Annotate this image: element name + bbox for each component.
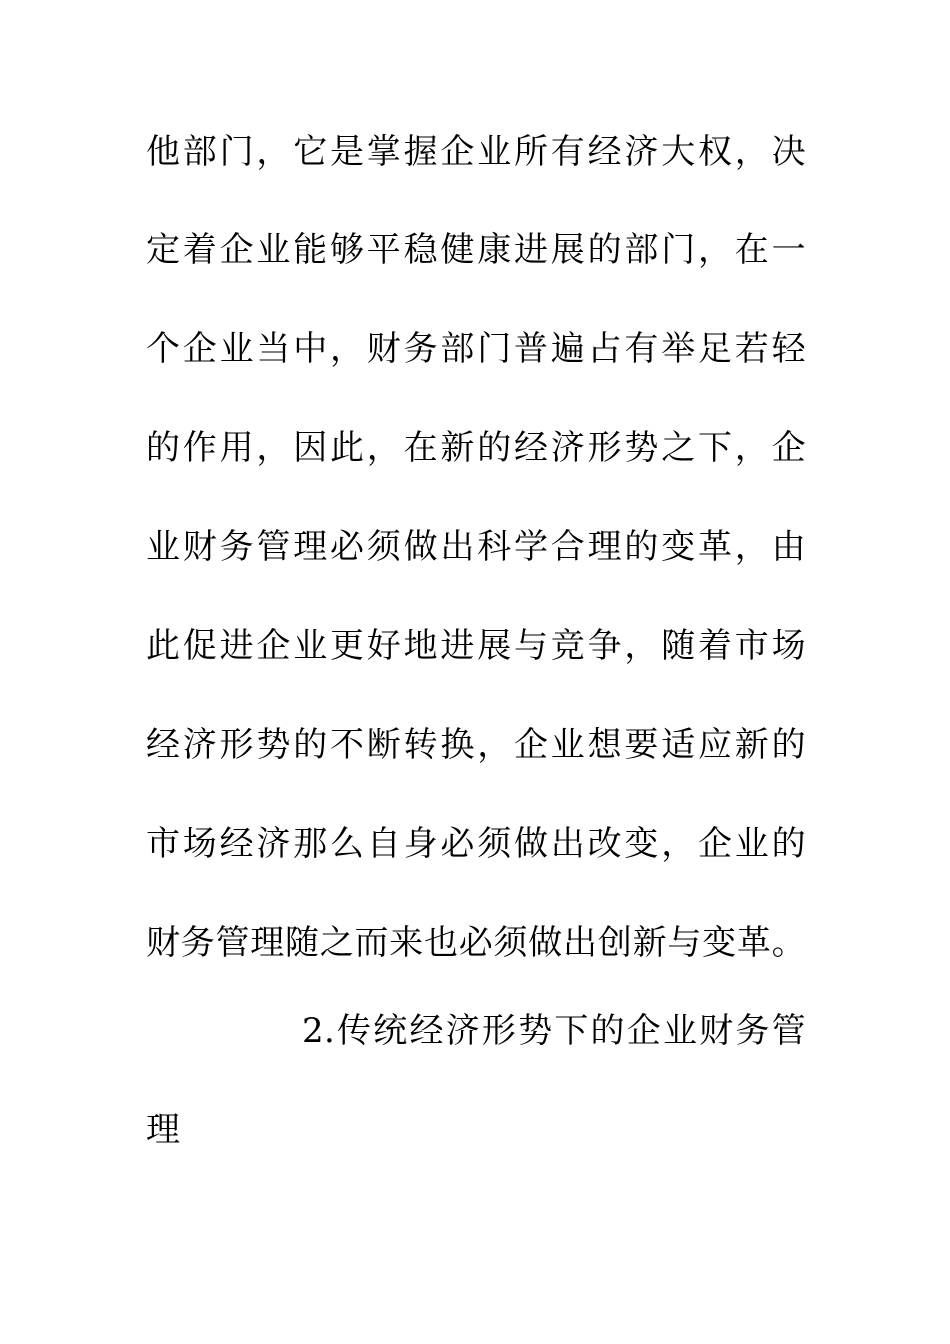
paragraph-line-2: 定着企业能够平稳健康进展的部门，在一 <box>146 230 806 270</box>
section-heading-line-1: 2.传统经济形势下的企业财务管 <box>302 1011 806 1051</box>
paragraph-line-9: 财务管理随之而来也必须做出创新与变革。 <box>146 923 806 963</box>
paragraph-line-1: 他部门，它是掌握企业所有经济大权，决 <box>146 132 806 172</box>
paragraph-line-7: 经济形势的不断转换，企业想要适应新的 <box>146 725 806 765</box>
paragraph-line-8: 市场经济那么自身必须做出改变，企业的 <box>146 824 806 864</box>
section-heading-line-2: 理 <box>146 1110 181 1150</box>
paragraph-line-4: 的作用，因此，在新的经济形势之下，企 <box>146 428 806 468</box>
paragraph-line-5: 业财务管理必须做出科学合理的变革，由 <box>146 527 806 567</box>
paragraph-line-3: 个企业当中，财务部门普遍占有举足若轻 <box>146 329 806 369</box>
paragraph-line-6: 此促进企业更好地进展与竞争，随着市场 <box>146 626 806 666</box>
